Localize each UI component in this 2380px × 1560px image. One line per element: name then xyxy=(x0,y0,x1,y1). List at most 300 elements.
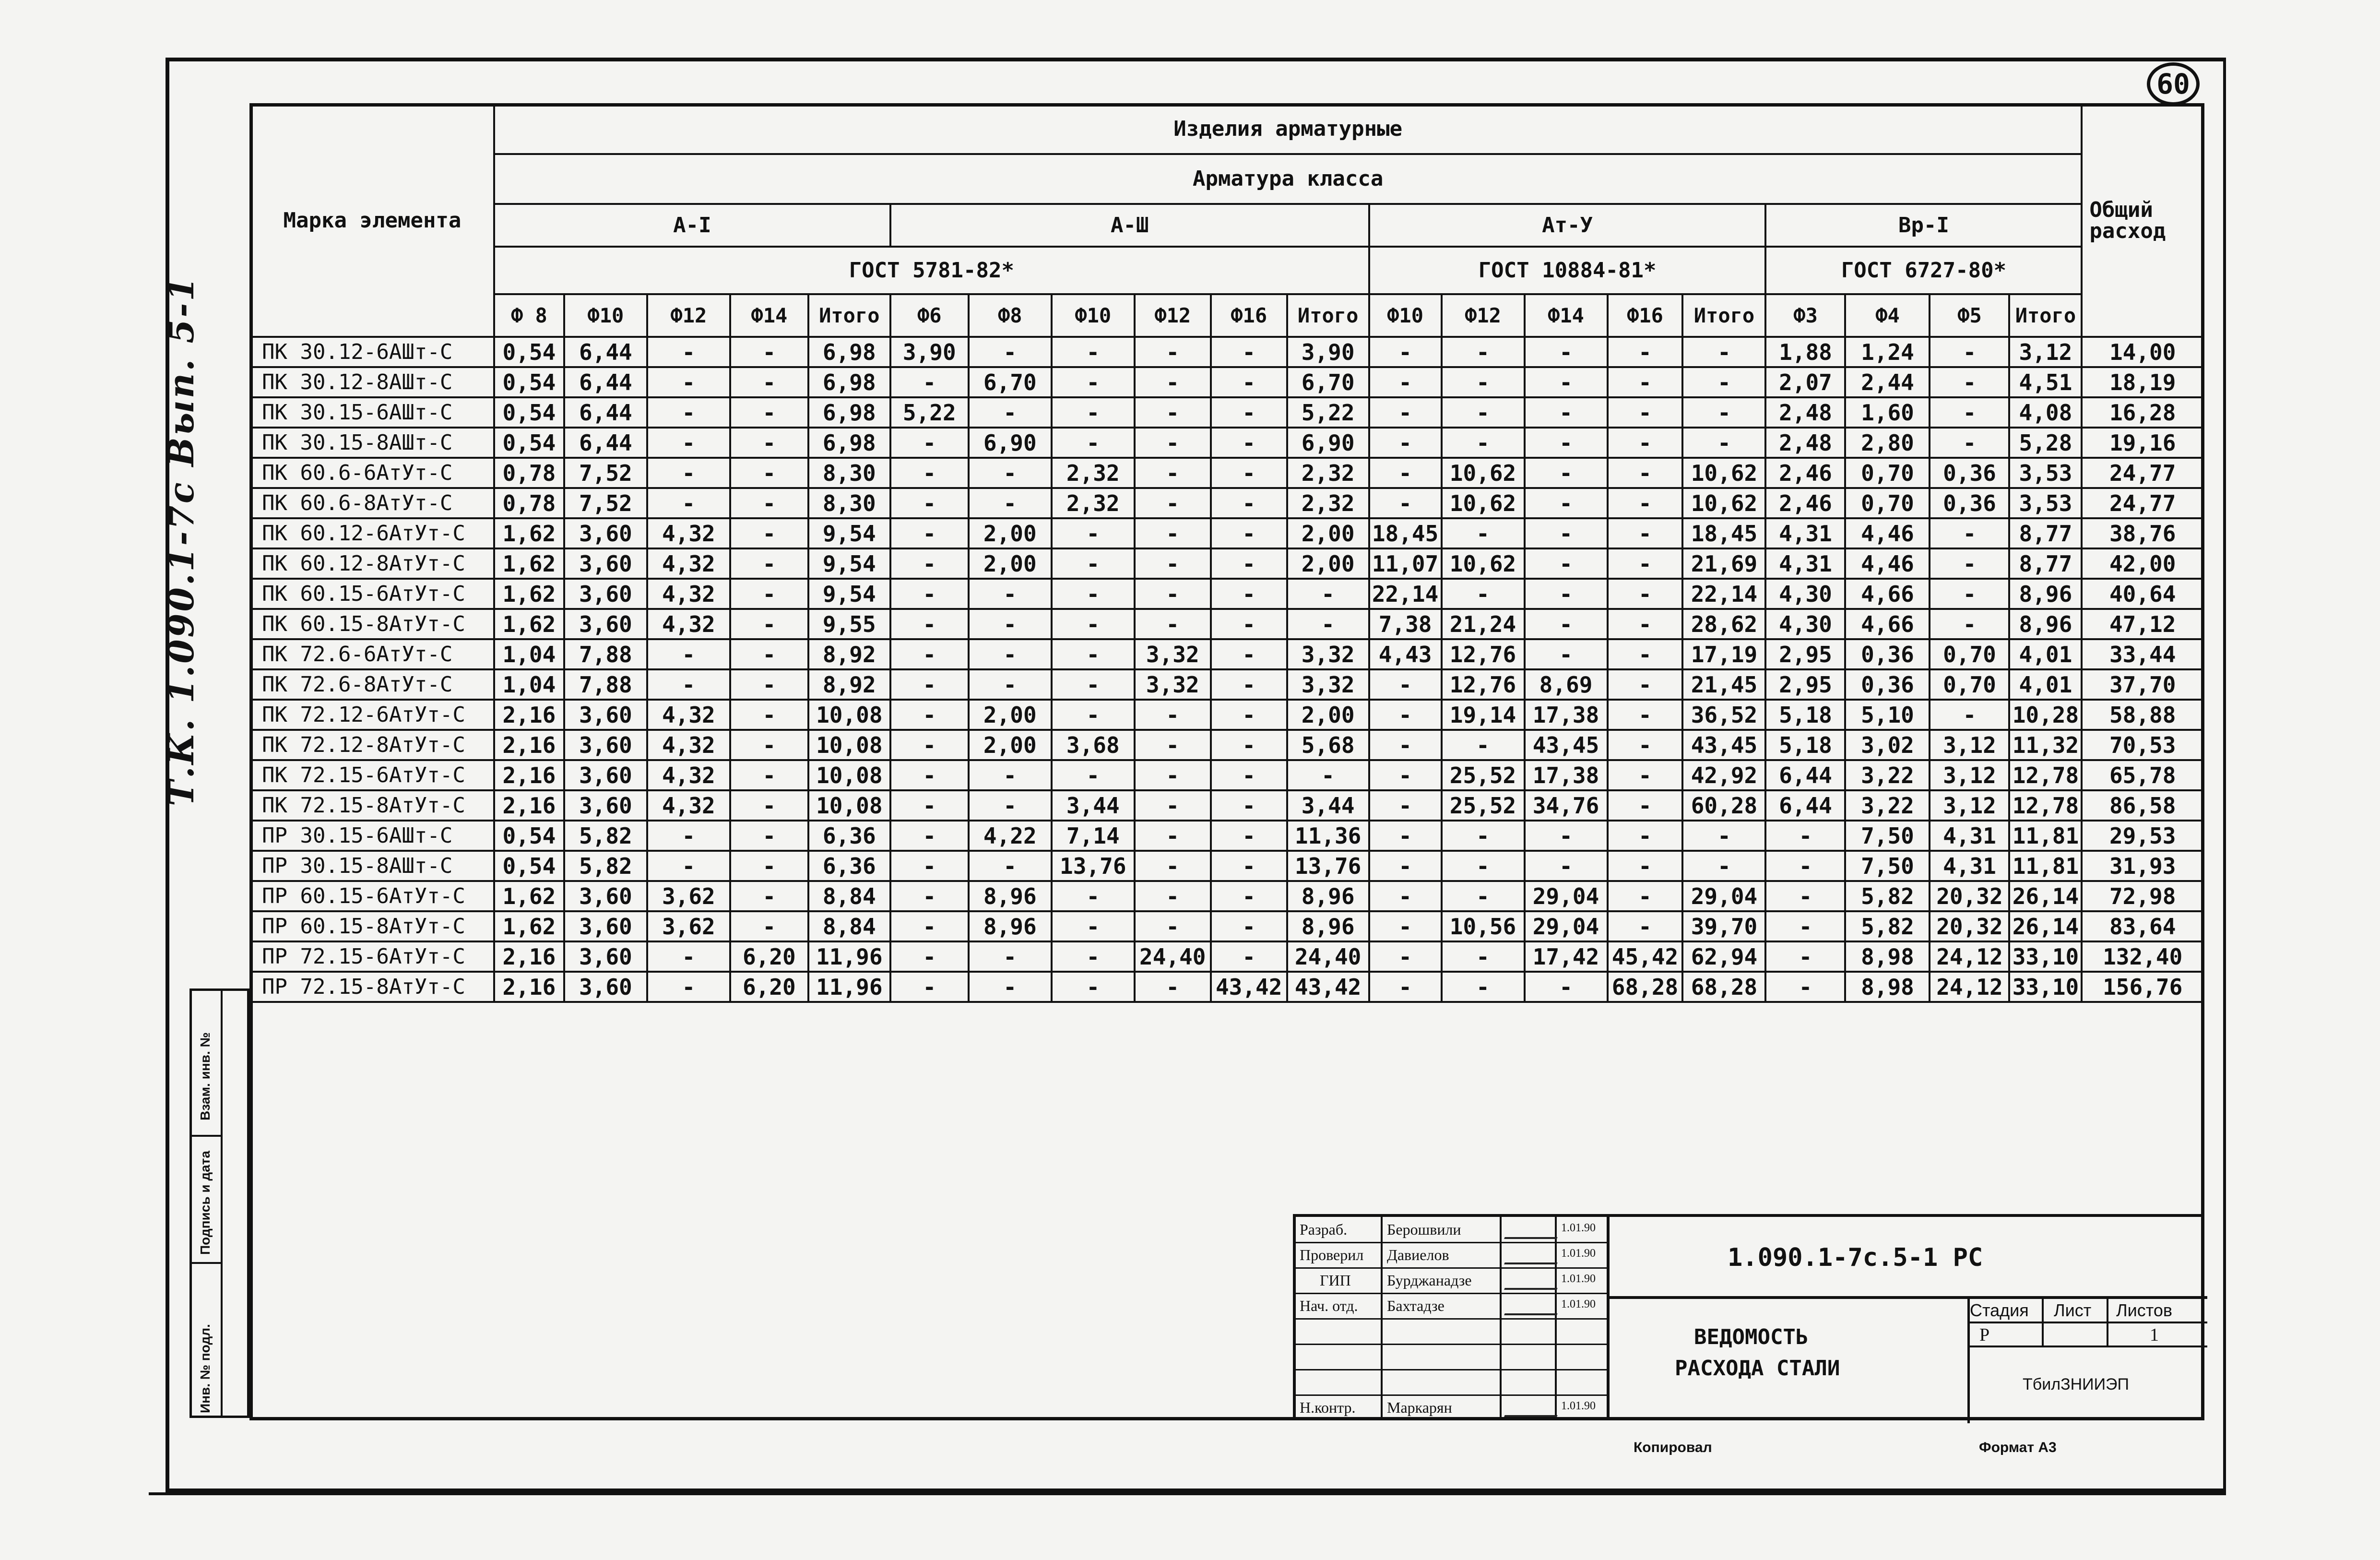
role-gip: ГИП xyxy=(1320,1272,1351,1289)
value-cell: 11,81 xyxy=(2009,851,2082,881)
value-cell: - xyxy=(1211,579,1287,609)
date-gip: 1.01.90 xyxy=(1561,1273,1596,1285)
value-cell: - xyxy=(730,488,808,518)
value-cell: - xyxy=(1765,941,1845,972)
value-cell: 3,60 xyxy=(564,700,647,730)
value-cell: - xyxy=(890,488,969,518)
value-cell: - xyxy=(1682,337,1765,367)
value-cell: - xyxy=(1608,458,1683,488)
value-cell: 8,69 xyxy=(1525,669,1608,700)
value-cell: - xyxy=(730,790,808,821)
value-cell: 6,36 xyxy=(808,851,890,881)
value-cell: 7,50 xyxy=(1845,821,1930,851)
diameter-header: Итого xyxy=(1287,294,1369,337)
value-cell: - xyxy=(969,337,1052,367)
value-cell: - xyxy=(1930,428,2009,458)
value-cell: - xyxy=(730,851,808,881)
value-cell: 3,12 xyxy=(1930,760,2009,790)
value-cell: 6,98 xyxy=(808,337,890,367)
value-cell: 4,66 xyxy=(1845,579,1930,609)
value-cell: 26,14 xyxy=(2009,881,2082,911)
value-cell: 0,70 xyxy=(1930,669,2009,700)
value-cell: 0,36 xyxy=(1845,639,1930,669)
value-cell: 4,22 xyxy=(969,821,1052,851)
value-cell: - xyxy=(1525,639,1608,669)
value-cell: 18,45 xyxy=(1369,518,1442,548)
value-cell: - xyxy=(969,790,1052,821)
value-cell: - xyxy=(1930,548,2009,579)
value-cell: 8,96 xyxy=(2009,579,2082,609)
value-cell: - xyxy=(1135,911,1211,941)
value-cell: - xyxy=(1608,488,1683,518)
value-cell: - xyxy=(1052,579,1135,609)
element-mark-cell: ПК 30.15-6АШт-С xyxy=(250,397,494,428)
diameter-header: Ф12 xyxy=(1442,294,1525,337)
value-cell: 6,98 xyxy=(808,397,890,428)
value-cell: 5,22 xyxy=(890,397,969,428)
value-cell: - xyxy=(1287,609,1369,639)
value-cell: 2,44 xyxy=(1845,367,1930,397)
class-at5: Ат-У xyxy=(1369,204,1766,247)
value-cell: 8,77 xyxy=(2009,518,2082,548)
signature-norm-control xyxy=(1504,1402,1563,1417)
value-cell: - xyxy=(1442,579,1525,609)
value-cell: 3,62 xyxy=(647,881,730,911)
value-cell: - xyxy=(1211,518,1287,548)
value-cell: - xyxy=(1608,851,1683,881)
value-cell: 3,62 xyxy=(647,911,730,941)
value-cell: - xyxy=(1369,367,1442,397)
element-mark-cell: ПК 72.12-6АтУт-С xyxy=(250,700,494,730)
value-cell: - xyxy=(1525,972,1608,1002)
value-cell: 2,16 xyxy=(494,972,564,1002)
value-cell: 8,84 xyxy=(808,881,890,911)
value-cell: 40,64 xyxy=(2082,579,2203,609)
value-cell: 12,76 xyxy=(1442,669,1525,700)
value-cell: 3,60 xyxy=(564,941,647,972)
value-cell: - xyxy=(1211,548,1287,579)
value-cell: - xyxy=(890,760,969,790)
value-cell: 3,60 xyxy=(564,790,647,821)
value-cell: 20,32 xyxy=(1930,911,2009,941)
value-cell: 7,88 xyxy=(564,669,647,700)
value-cell: - xyxy=(730,821,808,851)
value-cell: 3,44 xyxy=(1287,790,1369,821)
value-cell: - xyxy=(730,579,808,609)
value-cell: - xyxy=(1525,579,1608,609)
value-cell: 8,98 xyxy=(1845,972,1930,1002)
value-cell: 3,22 xyxy=(1845,790,1930,821)
value-cell: 2,95 xyxy=(1765,669,1845,700)
value-cell: - xyxy=(1442,821,1525,851)
value-cell: - xyxy=(1135,972,1211,1002)
value-cell: - xyxy=(1052,367,1135,397)
diameter-header: Ф16 xyxy=(1608,294,1683,337)
value-cell: - xyxy=(969,669,1052,700)
element-mark-cell: ПК 60.15-6АтУт-С xyxy=(250,579,494,609)
organization: ТбилЗНИИЭП xyxy=(2023,1375,2129,1393)
value-cell: - xyxy=(890,609,969,639)
value-cell: 3,53 xyxy=(2009,488,2082,518)
value-cell: - xyxy=(890,730,969,760)
value-cell: - xyxy=(1608,730,1683,760)
value-cell: - xyxy=(1052,911,1135,941)
value-cell: - xyxy=(647,669,730,700)
value-cell: 1,62 xyxy=(494,881,564,911)
value-cell: - xyxy=(969,941,1052,972)
element-mark-cell: ПК 72.15-6АтУт-С xyxy=(250,760,494,790)
value-cell: - xyxy=(890,367,969,397)
value-cell: 36,52 xyxy=(1682,700,1765,730)
group-title: Изделия арматурные xyxy=(494,104,2082,154)
value-cell: - xyxy=(1608,760,1683,790)
value-cell: - xyxy=(1052,881,1135,911)
value-cell: 11,96 xyxy=(808,972,890,1002)
value-cell: - xyxy=(1211,669,1287,700)
value-cell: - xyxy=(890,518,969,548)
value-cell: 24,12 xyxy=(1930,972,2009,1002)
value-cell: - xyxy=(1369,941,1442,972)
value-cell: 8,84 xyxy=(808,911,890,941)
value-cell: 18,45 xyxy=(1682,518,1765,548)
value-cell: - xyxy=(1608,639,1683,669)
element-mark-cell: ПК 60.6-8АтУт-С xyxy=(250,488,494,518)
value-cell: 2,32 xyxy=(1052,488,1135,518)
value-cell: 2,95 xyxy=(1765,639,1845,669)
value-cell: - xyxy=(1525,337,1608,367)
value-cell: 43,42 xyxy=(1287,972,1369,1002)
diameter-header: Итого xyxy=(2009,294,2082,337)
value-cell: - xyxy=(1765,911,1845,941)
value-cell: - xyxy=(1442,397,1525,428)
value-cell: 6,90 xyxy=(969,428,1052,458)
value-cell: 11,32 xyxy=(2009,730,2082,760)
value-cell: 7,38 xyxy=(1369,609,1442,639)
element-mark-cell: ПК 60.6-6АтУт-С xyxy=(250,458,494,488)
value-cell: - xyxy=(1442,941,1525,972)
value-cell: - xyxy=(969,488,1052,518)
value-cell: - xyxy=(1608,790,1683,821)
value-cell: 2,80 xyxy=(1845,428,1930,458)
value-cell: 2,07 xyxy=(1765,367,1845,397)
value-cell: 7,52 xyxy=(564,458,647,488)
diameter-header: Ф12 xyxy=(647,294,730,337)
value-cell: - xyxy=(1135,518,1211,548)
value-cell: 6,44 xyxy=(1765,790,1845,821)
value-cell: 24,40 xyxy=(1135,941,1211,972)
date-developer: 1.01.90 xyxy=(1561,1222,1596,1234)
value-cell: - xyxy=(1442,518,1525,548)
value-cell: - xyxy=(1369,397,1442,428)
value-cell: 12,78 xyxy=(2009,760,2082,790)
value-cell: 20,32 xyxy=(1930,881,2009,911)
diameter-header: Ф10 xyxy=(564,294,647,337)
value-cell: 70,53 xyxy=(2082,730,2203,760)
diameter-header: Ф16 xyxy=(1211,294,1287,337)
value-cell: - xyxy=(1369,760,1442,790)
value-cell: 4,32 xyxy=(647,760,730,790)
diameter-header: Ф10 xyxy=(1052,294,1135,337)
value-cell: 5,28 xyxy=(2009,428,2082,458)
page-number: 60 xyxy=(2147,62,2200,106)
value-cell: 31,93 xyxy=(2082,851,2203,881)
value-cell: 1,24 xyxy=(1845,337,1930,367)
value-cell: 7,88 xyxy=(564,639,647,669)
value-cell: - xyxy=(969,458,1052,488)
class-title: Арматура класса xyxy=(494,154,2082,204)
value-cell: 4,46 xyxy=(1845,518,1930,548)
value-cell: 3,44 xyxy=(1052,790,1135,821)
value-cell: 7,50 xyxy=(1845,851,1930,881)
value-cell: - xyxy=(1135,730,1211,760)
value-cell: 2,00 xyxy=(1287,548,1369,579)
value-cell: - xyxy=(1525,488,1608,518)
value-cell: 33,10 xyxy=(2009,941,2082,972)
value-cell: - xyxy=(1369,337,1442,367)
value-cell: - xyxy=(1682,428,1765,458)
value-cell: - xyxy=(1052,428,1135,458)
element-mark-cell: ПК 60.15-8АтУт-С xyxy=(250,609,494,639)
copied-label: Копировал xyxy=(1634,1440,1712,1455)
value-cell: - xyxy=(1369,669,1442,700)
value-cell: 3,90 xyxy=(890,337,969,367)
value-cell: 0,54 xyxy=(494,337,564,367)
value-cell: 132,40 xyxy=(2082,941,2203,972)
name-checker: Давиелов xyxy=(1387,1246,1449,1263)
value-cell: - xyxy=(1608,518,1683,548)
value-cell: 4,32 xyxy=(647,579,730,609)
value-cell: 65,78 xyxy=(2082,760,2203,790)
value-cell: 8,96 xyxy=(2009,609,2082,639)
diameter-header: Ф4 xyxy=(1845,294,1930,337)
signature-head xyxy=(1504,1300,1563,1315)
value-cell: - xyxy=(1930,579,2009,609)
signature-gip xyxy=(1504,1274,1563,1290)
value-cell: - xyxy=(647,851,730,881)
value-cell: - xyxy=(1442,367,1525,397)
class-a1: А-I xyxy=(494,204,890,247)
value-cell: - xyxy=(1442,730,1525,760)
value-cell: - xyxy=(1765,821,1845,851)
value-cell: - xyxy=(890,639,969,669)
value-cell: 43,42 xyxy=(1211,972,1287,1002)
value-cell: 9,54 xyxy=(808,518,890,548)
value-cell: 4,32 xyxy=(647,518,730,548)
value-cell: 0,54 xyxy=(494,367,564,397)
value-cell: 18,19 xyxy=(2082,367,2203,397)
value-cell: 4,08 xyxy=(2009,397,2082,428)
value-cell: 3,60 xyxy=(564,911,647,941)
value-cell: 43,45 xyxy=(1525,730,1608,760)
diameter-header: Ф5 xyxy=(1930,294,2009,337)
value-cell: 4,01 xyxy=(2009,639,2082,669)
value-cell: 24,77 xyxy=(2082,458,2203,488)
value-cell: - xyxy=(1135,821,1211,851)
value-cell: - xyxy=(1052,941,1135,972)
value-cell: 42,92 xyxy=(1682,760,1765,790)
value-cell: 9,55 xyxy=(808,609,890,639)
value-cell: 24,40 xyxy=(1287,941,1369,972)
value-cell: - xyxy=(1930,397,2009,428)
element-mark-cell: ПК 30.12-8АШт-С xyxy=(250,367,494,397)
value-cell: - xyxy=(1369,730,1442,760)
value-cell: - xyxy=(1211,609,1287,639)
value-cell: 6,20 xyxy=(730,941,808,972)
value-cell: 1,62 xyxy=(494,579,564,609)
value-cell: - xyxy=(890,579,969,609)
diameter-header: Ф10 xyxy=(1369,294,1442,337)
value-cell: 2,00 xyxy=(969,518,1052,548)
value-cell: - xyxy=(1608,669,1683,700)
value-cell: 10,62 xyxy=(1682,458,1765,488)
value-cell: 6,44 xyxy=(564,428,647,458)
value-cell: - xyxy=(1369,700,1442,730)
value-cell: - xyxy=(730,609,808,639)
value-cell: 8,96 xyxy=(1287,881,1369,911)
value-cell: - xyxy=(1608,579,1683,609)
date-norm-control: 1.01.90 xyxy=(1561,1400,1596,1412)
value-cell: 42,00 xyxy=(2082,548,2203,579)
value-cell: - xyxy=(730,669,808,700)
sheets-value: 1 xyxy=(2150,1325,2159,1345)
value-cell: - xyxy=(1211,821,1287,851)
value-cell: - xyxy=(730,639,808,669)
value-cell: - xyxy=(969,972,1052,1002)
value-cell: 3,53 xyxy=(2009,458,2082,488)
value-cell: 3,60 xyxy=(564,730,647,760)
value-cell: 37,70 xyxy=(2082,669,2203,700)
value-cell: 5,82 xyxy=(564,851,647,881)
value-cell: - xyxy=(1369,851,1442,881)
value-cell: - xyxy=(1369,428,1442,458)
bottom-rule xyxy=(149,1492,2226,1495)
value-cell: - xyxy=(890,911,969,941)
value-cell: - xyxy=(1211,730,1287,760)
value-cell: 3,60 xyxy=(564,548,647,579)
value-cell: 28,62 xyxy=(1682,609,1765,639)
value-cell: - xyxy=(1525,428,1608,458)
value-cell: 10,08 xyxy=(808,790,890,821)
value-cell: 1,04 xyxy=(494,639,564,669)
side-note: Т.К. 1.090.1-7с Вып. 5-1 xyxy=(161,275,201,806)
value-cell: 19,16 xyxy=(2082,428,2203,458)
value-cell: 25,52 xyxy=(1442,790,1525,821)
value-cell: - xyxy=(1525,518,1608,548)
value-cell: - xyxy=(1135,851,1211,881)
value-cell: - xyxy=(647,821,730,851)
value-cell: 21,69 xyxy=(1682,548,1765,579)
value-cell: 17,19 xyxy=(1682,639,1765,669)
value-cell: - xyxy=(730,397,808,428)
value-cell: - xyxy=(890,941,969,972)
value-cell: - xyxy=(1525,851,1608,881)
date-checker: 1.01.90 xyxy=(1561,1247,1596,1260)
value-cell: 1,60 xyxy=(1845,397,1930,428)
value-cell: 10,62 xyxy=(1442,458,1525,488)
value-cell: 19,14 xyxy=(1442,700,1525,730)
value-cell: - xyxy=(1442,972,1525,1002)
name-norm-control: Маркарян xyxy=(1387,1399,1452,1416)
value-cell: 2,16 xyxy=(494,790,564,821)
value-cell: 1,62 xyxy=(494,518,564,548)
value-cell: - xyxy=(890,428,969,458)
value-cell: 3,12 xyxy=(1930,790,2009,821)
value-cell: - xyxy=(1608,821,1683,851)
value-cell: 10,62 xyxy=(1442,488,1525,518)
value-cell: - xyxy=(1608,337,1683,367)
value-cell: 0,78 xyxy=(494,458,564,488)
value-cell: 1,62 xyxy=(494,548,564,579)
value-cell: 2,00 xyxy=(969,700,1052,730)
value-cell: - xyxy=(647,972,730,1002)
value-cell: 8,30 xyxy=(808,488,890,518)
value-cell: 6,70 xyxy=(969,367,1052,397)
value-cell: - xyxy=(1211,851,1287,881)
element-mark-cell: ПК 72.15-8АтУт-С xyxy=(250,790,494,821)
value-cell: 9,54 xyxy=(808,548,890,579)
value-cell: 1,62 xyxy=(494,911,564,941)
value-cell: 6,44 xyxy=(564,397,647,428)
class-a3: А-Ш xyxy=(890,204,1369,247)
value-cell: - xyxy=(730,548,808,579)
value-cell: 2,46 xyxy=(1765,458,1845,488)
value-cell: 7,52 xyxy=(564,488,647,518)
value-cell: - xyxy=(1211,428,1287,458)
value-cell: - xyxy=(647,639,730,669)
value-cell: - xyxy=(1369,972,1442,1002)
value-cell: - xyxy=(1608,367,1683,397)
value-cell: 10,08 xyxy=(808,700,890,730)
value-cell: 2,00 xyxy=(969,730,1052,760)
value-cell: 6,90 xyxy=(1287,428,1369,458)
value-cell: - xyxy=(1052,609,1135,639)
value-cell: 6,44 xyxy=(1765,760,1845,790)
value-cell: - xyxy=(730,760,808,790)
value-cell: 2,16 xyxy=(494,760,564,790)
value-cell: 4,32 xyxy=(647,548,730,579)
value-cell: 33,10 xyxy=(2009,972,2082,1002)
value-cell: 5,18 xyxy=(1765,700,1845,730)
value-cell: 3,60 xyxy=(564,760,647,790)
value-cell: - xyxy=(1608,911,1683,941)
value-cell: 17,42 xyxy=(1525,941,1608,972)
value-cell: - xyxy=(1211,488,1287,518)
value-cell: 68,28 xyxy=(1608,972,1683,1002)
value-cell: 10,28 xyxy=(2009,700,2082,730)
value-cell: - xyxy=(1135,488,1211,518)
value-cell: 3,22 xyxy=(1845,760,1930,790)
value-cell: 4,32 xyxy=(647,730,730,760)
strip-label-sign: Подпись и дата xyxy=(198,1151,213,1255)
diameter-header: Ф14 xyxy=(1525,294,1608,337)
value-cell: - xyxy=(1765,972,1845,1002)
value-cell: 47,12 xyxy=(2082,609,2203,639)
value-cell: 34,76 xyxy=(1525,790,1608,821)
diameter-header: Ф 8 xyxy=(494,294,564,337)
value-cell: - xyxy=(1525,609,1608,639)
value-cell: 6,36 xyxy=(808,821,890,851)
value-cell: 5,22 xyxy=(1287,397,1369,428)
value-cell: 17,38 xyxy=(1525,700,1608,730)
value-cell: 12,76 xyxy=(1442,639,1525,669)
value-cell: 21,24 xyxy=(1442,609,1525,639)
gost-5781: ГОСТ 5781-82* xyxy=(494,247,1369,294)
value-cell: 4,31 xyxy=(1765,548,1845,579)
value-cell: - xyxy=(647,367,730,397)
value-cell: 33,44 xyxy=(2082,639,2203,669)
value-cell: - xyxy=(890,851,969,881)
value-cell: - xyxy=(969,579,1052,609)
